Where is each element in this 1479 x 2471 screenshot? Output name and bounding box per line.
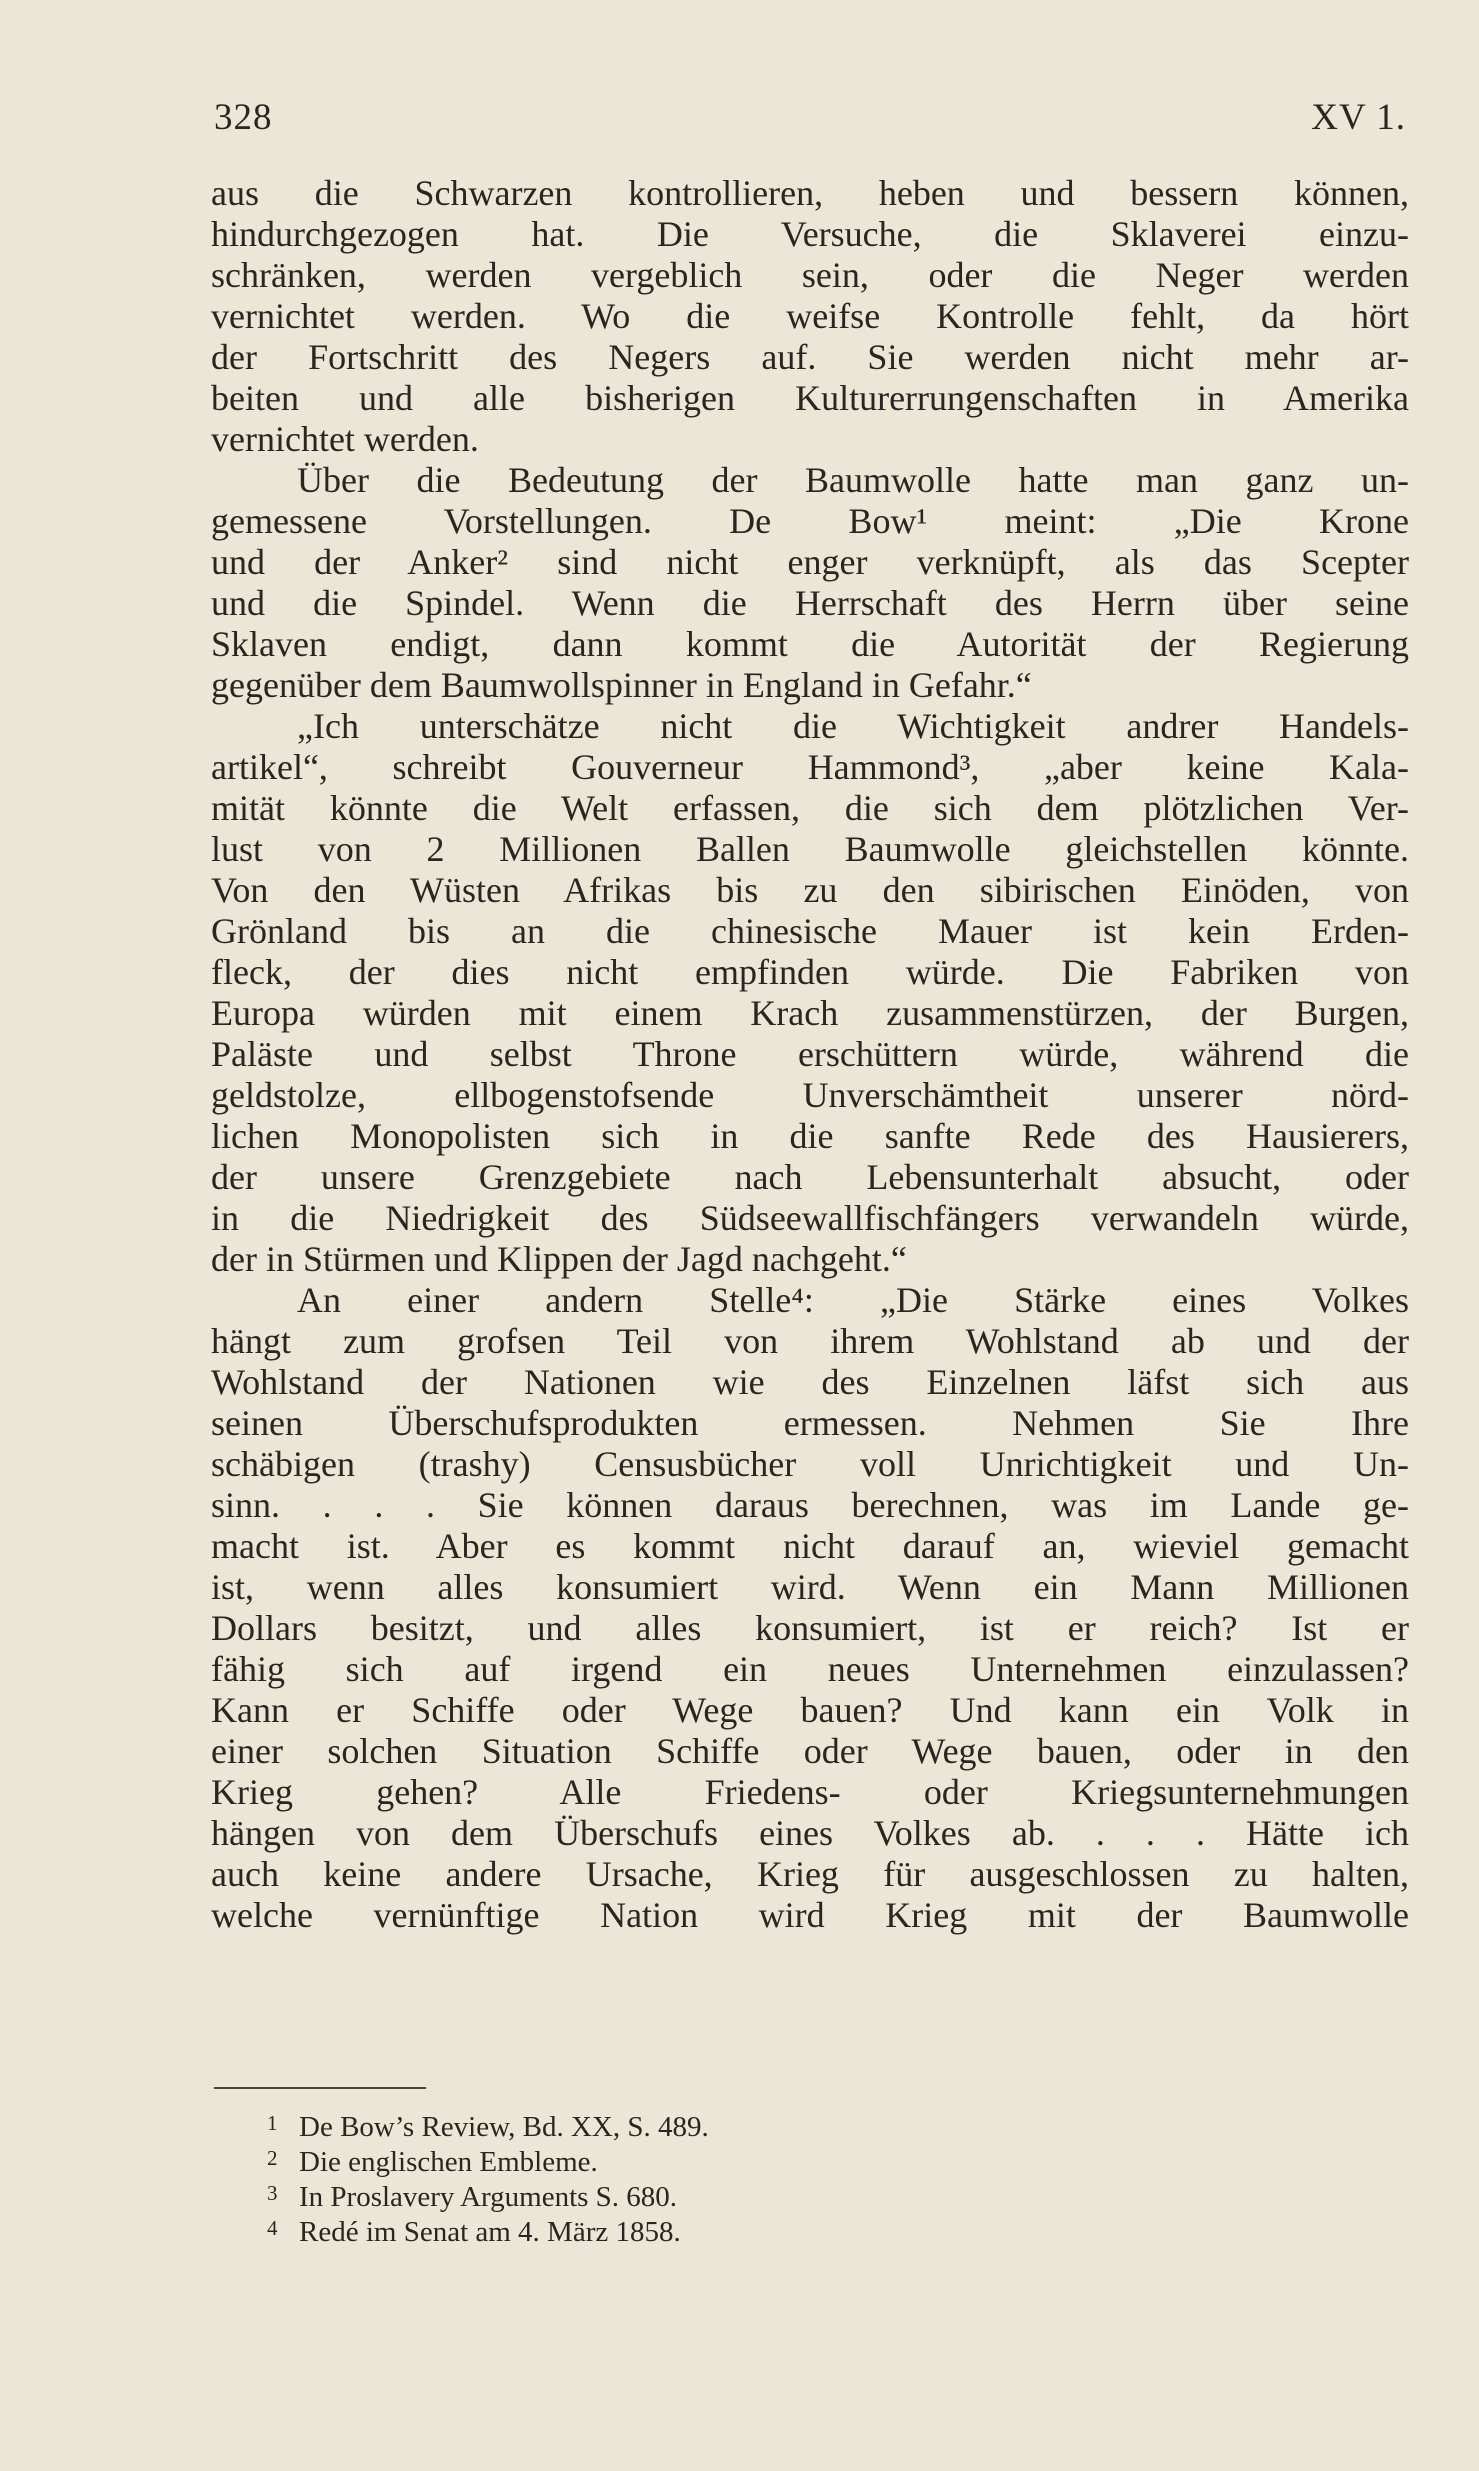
text-line: Von den Wüsten Afrikas bis zu den sibirischen Einöden, von xyxy=(211,870,1409,910)
text-line: Paläste und selbst Throne erschüttern würde, während die xyxy=(211,1034,1409,1074)
text-line: lust von 2 Millionen Ballen Baumwolle gleichstellen könnte. xyxy=(211,829,1409,869)
text-line: auch keine andere Ursache, Krieg für ausgeschlossen zu halten, xyxy=(211,1854,1409,1894)
text-line: welche vernünftige Nation wird Krieg mit der Baumwolle xyxy=(211,1895,1409,1935)
text-line: in die Niedrigkeit des Südseewallfischfängers verwandeln würde, xyxy=(211,1198,1409,1238)
text-line: An einer andern Stelle⁴: „Die Stärke eines Volkes xyxy=(297,1280,1409,1320)
chapter-marker: XV 1. xyxy=(1311,97,1406,138)
text-line: hängt zum grofsen Teil von ihrem Wohlstand ab und der xyxy=(211,1321,1409,1361)
footnote-number: 3 xyxy=(267,2181,278,2205)
footnote xyxy=(267,2141,1167,2176)
text-line: macht ist. Aber es kommt nicht darauf an, wieviel gemacht xyxy=(211,1526,1409,1566)
text-line: und die Spindel. Wenn die Herrschaft des Herrn über seine xyxy=(211,583,1409,623)
footnote-text: Die englischen Embleme. xyxy=(299,2146,598,2178)
text-line: der Fortschritt des Negers auf. Sie werden nicht mehr ar- xyxy=(211,337,1409,377)
text-line: schränken, werden vergeblich sein, oder die Neger werden xyxy=(211,255,1409,295)
text-line: beiten und alle bisherigen Kulturerrungenschaften in Amerika xyxy=(211,378,1409,418)
footnote-text: De Bow’s Review, Bd. XX, S. 489. xyxy=(299,2111,709,2143)
footnote xyxy=(267,2176,1167,2211)
text-line: Sklaven endigt, dann kommt die Autorität der Regierung xyxy=(211,624,1409,664)
text-line: hindurchgezogen hat. Die Versuche, die Sklaverei einzu- xyxy=(211,214,1409,254)
page-number: 328 xyxy=(214,97,273,138)
text-line: gegenüber dem Baumwollspinner in England in Gefahr.“ xyxy=(211,665,1032,705)
footnote-divider xyxy=(214,2087,426,2089)
text-line: Kann er Schiffe oder Wege bauen? Und kann ein Volk in xyxy=(211,1690,1409,1730)
text-line: und der Anker² sind nicht enger verknüpft, als das Scepter xyxy=(211,542,1409,582)
text-line: artikel“, schreibt Gouverneur Hammond³, „aber keine Kala- xyxy=(211,747,1409,787)
footnote xyxy=(267,2106,1167,2141)
text-line: gemessene Vorstellungen. De Bow¹ meint: „Die Krone xyxy=(211,501,1409,541)
text-line: mität könnte die Welt erfassen, die sich dem plötzlichen Ver- xyxy=(211,788,1409,828)
text-line: vernichtet werden. Wo die weifse Kontrolle fehlt, da hört xyxy=(211,296,1409,336)
footnote-number: 2 xyxy=(267,2146,278,2170)
text-line: seinen Überschufsprodukten ermessen. Nehmen Sie Ihre xyxy=(211,1403,1409,1443)
footnote-number: 4 xyxy=(267,2216,278,2240)
text-line: Dollars besitzt, und alles konsumiert, ist er reich? Ist er xyxy=(211,1608,1409,1648)
text-line: geldstolze, ellbogenstofsende Unverschämtheit unserer nörd- xyxy=(211,1075,1409,1115)
footnote xyxy=(267,2211,1167,2246)
text-line: lichen Monopolisten sich in die sanfte Rede des Hausierers, xyxy=(211,1116,1409,1156)
running-head xyxy=(214,96,1406,146)
footnote-text: In Proslavery Arguments S. 680. xyxy=(299,2181,678,2213)
text-line: schäbigen (trashy) Censusbücher voll Unrichtigkeit und Un- xyxy=(211,1444,1409,1484)
text-line: Krieg gehen? Alle Friedens- oder Kriegsunternehmungen xyxy=(211,1772,1409,1812)
text-line: Über die Bedeutung der Baumwolle hatte man ganz un- xyxy=(297,460,1409,500)
text-line: Grönland bis an die chinesische Mauer ist kein Erden- xyxy=(211,911,1409,951)
text-line: sinn. . . . Sie können daraus berechnen, was im Lande ge- xyxy=(211,1485,1409,1525)
footnotes xyxy=(267,2106,1167,2246)
text-line: der unsere Grenzgebiete nach Lebensunterhalt absucht, oder xyxy=(211,1157,1409,1197)
text-line: ist, wenn alles konsumiert wird. Wenn ein Mann Millionen xyxy=(211,1567,1409,1607)
text-line: „Ich unterschätze nicht die Wichtigkeit andrer Handels- xyxy=(297,706,1409,746)
text-line: fähig sich auf irgend ein neues Unternehmen einzulassen? xyxy=(211,1649,1409,1689)
text-line: Europa würden mit einem Krach zusammenstürzen, der Burgen, xyxy=(211,993,1409,1033)
text-line: einer solchen Situation Schiffe oder Wege bauen, oder in den xyxy=(211,1731,1409,1771)
text-line: aus die Schwarzen kontrollieren, heben und bessern können, xyxy=(211,173,1409,213)
text-line: hängen von dem Überschufs eines Volkes ab. . . . Hätte ich xyxy=(211,1813,1409,1853)
text-line: der in Stürmen und Klippen der Jagd nachgeht.“ xyxy=(211,1239,907,1279)
text-line: Wohlstand der Nationen wie des Einzelnen läfst sich aus xyxy=(211,1362,1409,1402)
text-line: vernichtet werden. xyxy=(211,419,479,459)
footnote-text: Redé im Senat am 4. März 1858. xyxy=(299,2216,681,2248)
text-line: fleck, der dies nicht empfinden würde. Die Fabriken von xyxy=(211,952,1409,992)
body-text xyxy=(211,173,1409,1936)
footnote-number: 1 xyxy=(267,2111,278,2135)
